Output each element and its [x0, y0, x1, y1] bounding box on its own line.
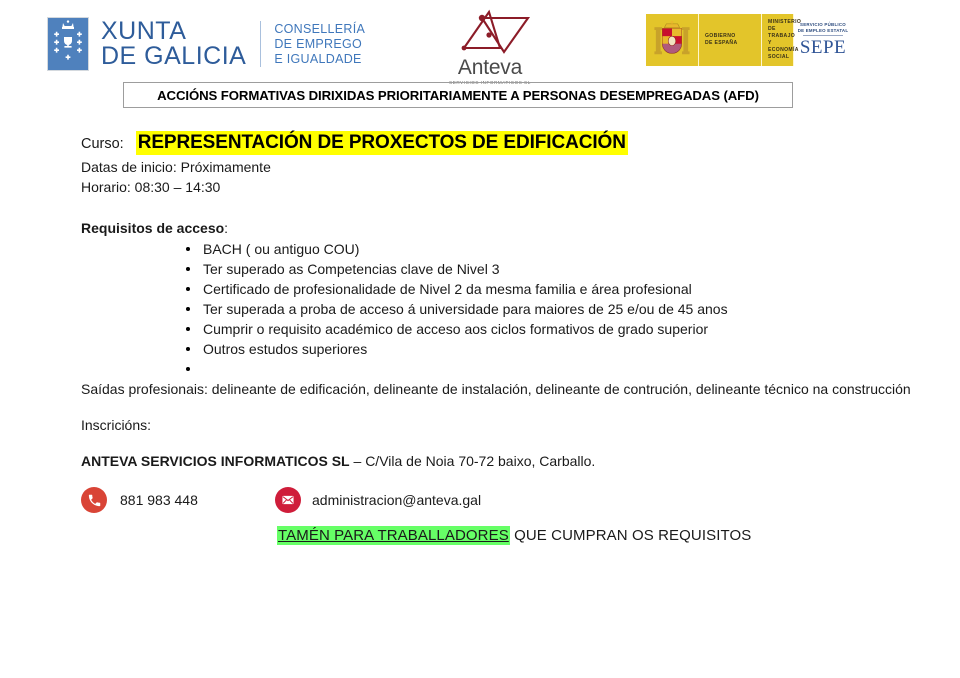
gobierno-de-espana-label	[698, 14, 761, 66]
spain-coat-of-arms-icon	[646, 14, 698, 66]
list-item-empty	[81, 359, 881, 379]
footer-highlight: TAMÉN PARA TRABALLADORES	[278, 527, 509, 544]
course-label: Curso:	[81, 136, 124, 152]
conselleria-line3: E IGUALDADE	[274, 51, 362, 66]
sepe-acronym: SEPE	[799, 36, 847, 58]
company-address-line	[81, 451, 881, 471]
xunta-wordmark	[101, 19, 246, 69]
logo-divider	[260, 21, 261, 67]
sepe-small-line1: SERVICIO PÚBLICO	[800, 22, 846, 28]
course-title-highlighted: REPRESENTACIÓN DE PROXECTOS DE EDIFICACIÓN	[137, 132, 626, 153]
xunta-de-galicia-logo	[47, 17, 365, 71]
course-schedule: Horario: 08:30 – 14:30	[81, 179, 221, 195]
header-logo-row	[0, 0, 960, 85]
company-name: ANTEVA SERVICIOS INFORMATICOS SL	[81, 453, 350, 469]
requirements-heading	[81, 217, 881, 239]
phone-number: 881 983 448	[120, 492, 198, 508]
list-item: Outros estudos superiores	[81, 339, 881, 359]
professional-outcomes: Saídas profesionais: delineante de edificación, delineante de instalación, delineante de contrución, delineante técnico na construcción	[81, 381, 911, 397]
spacer	[81, 399, 881, 415]
list-item: Cumprir o requisito académico de acceso aos ciclos formativos de grado superior	[81, 319, 881, 339]
xunta-wordmark-line1: XUNTA	[101, 17, 187, 45]
afd-banner-box	[123, 82, 793, 108]
envelope-icon	[275, 487, 301, 513]
anteva-logo	[440, 8, 540, 85]
sepe-rule	[803, 35, 843, 36]
spacer	[81, 197, 881, 217]
ministerio-label	[761, 14, 802, 66]
spacer	[81, 435, 881, 451]
list-item: Ter superada a proba de acceso á universidade para maiores de 25 e/ou de 45 anos	[81, 299, 881, 319]
conselleria-line2: DE EMPREGO	[274, 36, 363, 51]
afd-banner-title: ACCIÓNS FORMATIVAS DIRIXIDAS PRIORITARIAMENTE A PERSONAS DESEMPREGADAS (AFD)	[157, 87, 759, 103]
phone-contact[interactable]	[81, 487, 198, 513]
conselleria-subtitle	[274, 22, 365, 67]
galicia-coat-of-arms-icon	[47, 17, 89, 71]
email-contact[interactable]	[275, 487, 481, 513]
contact-row	[81, 487, 881, 521]
list-item: Certificado de profesionalidade de Nivel 2 da mesma familia e área profesional	[81, 279, 881, 299]
ministerio-line1: MINISTERIO	[768, 19, 802, 25]
course-start-dates: Datas de inicio: Próximamente	[81, 159, 271, 175]
footer-notice	[277, 527, 751, 544]
list-item: Ter superado as Competencias clave de Nivel 3	[81, 259, 881, 279]
xunta-wordmark-line2: DE GALICIA	[101, 42, 247, 70]
email-address: administracion@anteva.gal	[312, 492, 482, 508]
list-item: BACH ( ou antiguo COU)	[81, 239, 881, 259]
conselleria-line1: CONSELLERÍA	[274, 21, 366, 36]
ministerio-line2: DE TRABAJO	[768, 26, 796, 39]
sepe-gobierno-banner	[646, 14, 852, 66]
anteva-triangles-icon	[440, 8, 540, 59]
requirements-list	[81, 239, 881, 379]
enrolment-label: Inscricións:	[81, 417, 152, 433]
anteva-tagline: SERVICIOS INFORMATICOS SL	[449, 80, 531, 85]
document-body	[81, 131, 911, 521]
sepe-logo-box	[793, 14, 852, 66]
sepe-small-line2: DE EMPLEO ESTATAL	[797, 28, 849, 33]
gobierno-line2: DE ESPAÑA	[705, 40, 738, 46]
company-address: – C/Vila de Noia 70-72 baixo, Carballo.	[349, 453, 596, 469]
ministerio-line3: Y ECONOMÍA SOCIAL	[768, 40, 799, 60]
phone-icon	[81, 487, 107, 513]
anteva-name: Anteva	[457, 56, 523, 79]
requirements-heading-colon: :	[224, 220, 229, 236]
requirements-heading-bold: Requisitos de acceso	[81, 220, 225, 236]
footer-rest: QUE CUMPRAN OS REQUISITOS	[509, 527, 752, 544]
course-title-row	[81, 131, 881, 157]
gobierno-line1: GOBIERNO	[705, 33, 736, 39]
